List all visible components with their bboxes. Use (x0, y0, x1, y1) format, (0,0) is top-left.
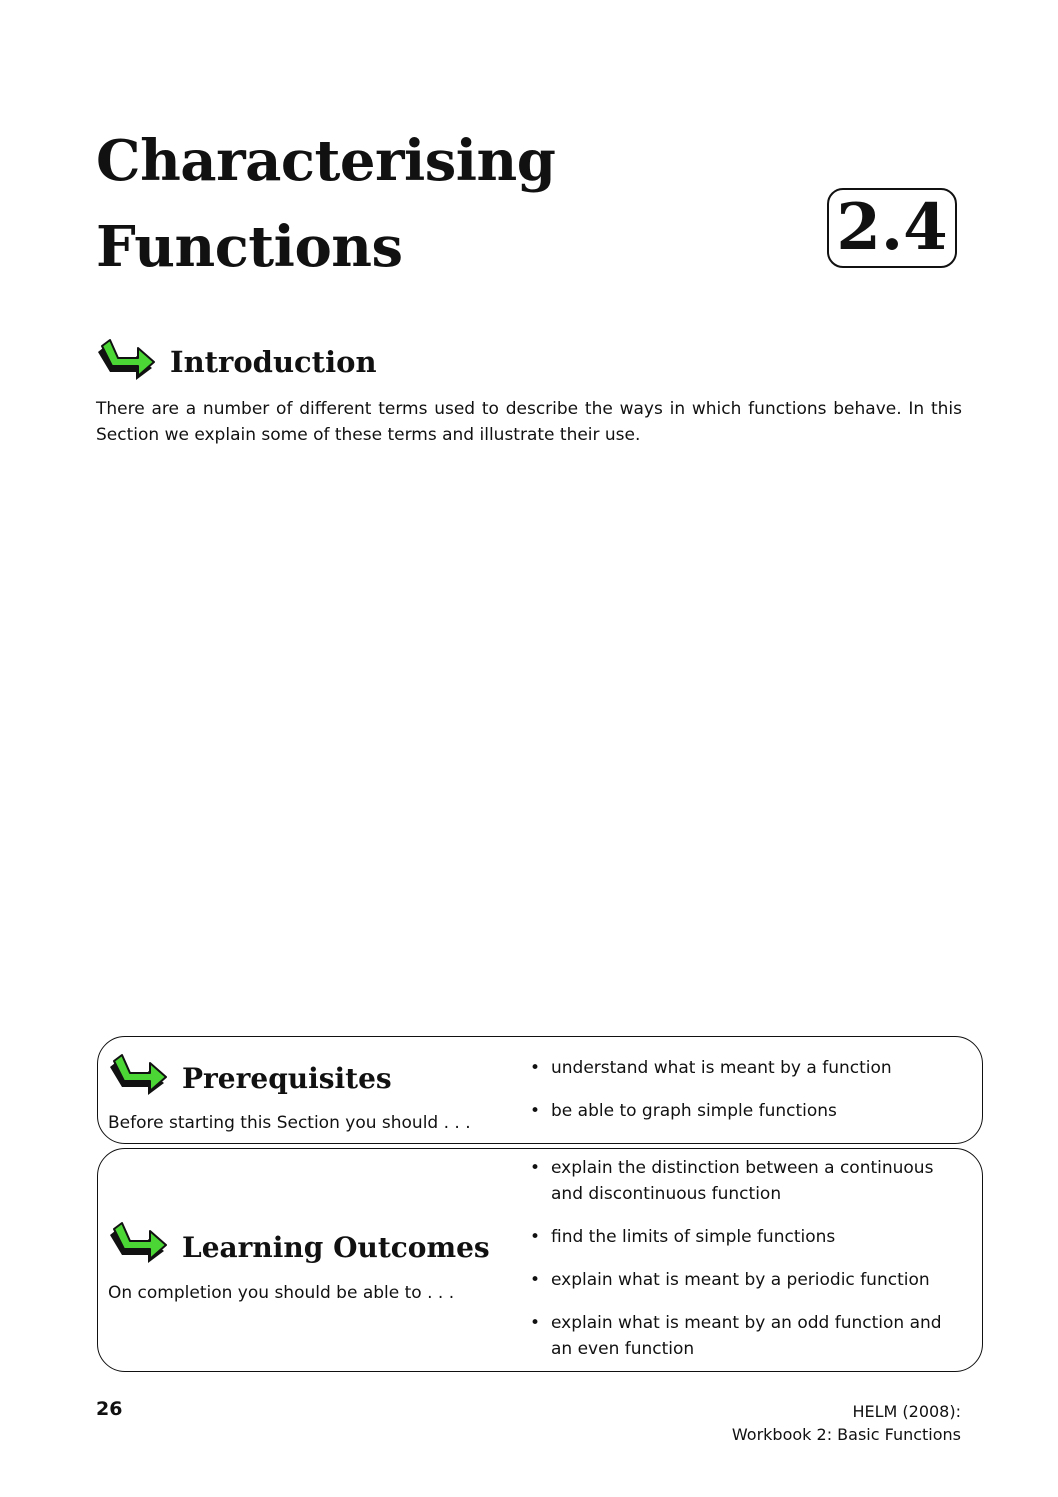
green-arrow-icon (108, 1049, 168, 1101)
page-title (96, 118, 555, 290)
footer-line-2: Workbook 2: Basic Functions (731, 1425, 961, 1444)
introduction-text: There are a number of different terms used to describe the ways in which functions behave. In this Section we explain some of these terms and illustrate their use. (96, 399, 962, 445)
footer-reference (732, 1400, 961, 1446)
list-item: • explain the distinction between a continuous and discontinuous function (530, 1155, 950, 1207)
introduction-heading: Introduction (170, 345, 377, 379)
section-number-badge: 2.4 (827, 188, 957, 268)
list-item: • find the limits of simple functions (530, 1224, 950, 1250)
footer-line-1: HELM (2008): (852, 1402, 961, 1421)
page-number: 26 (96, 1398, 123, 1420)
green-arrow-icon (108, 1217, 168, 1269)
prerequisites-list (530, 1055, 950, 1141)
learning-outcomes-heading: Learning Outcomes (182, 1231, 490, 1264)
prerequisites-subtext: Before starting this Section you should . . . (108, 1113, 471, 1133)
learning-outcomes-list (530, 1155, 950, 1379)
learning-outcomes-subtext: On completion you should be able to . . . (108, 1283, 455, 1303)
list-item: • explain what is meant by an odd function and an even function (530, 1310, 950, 1362)
list-item: • explain what is meant by a periodic function (530, 1267, 950, 1293)
list-item: • be able to graph simple functions (530, 1098, 950, 1124)
prerequisites-heading: Prerequisites (182, 1062, 392, 1095)
list-item: • understand what is meant by a function (530, 1055, 950, 1081)
green-arrow-icon (96, 334, 156, 386)
title-line-1: Characterising (96, 128, 556, 194)
title-line-2: Functions (96, 214, 403, 280)
